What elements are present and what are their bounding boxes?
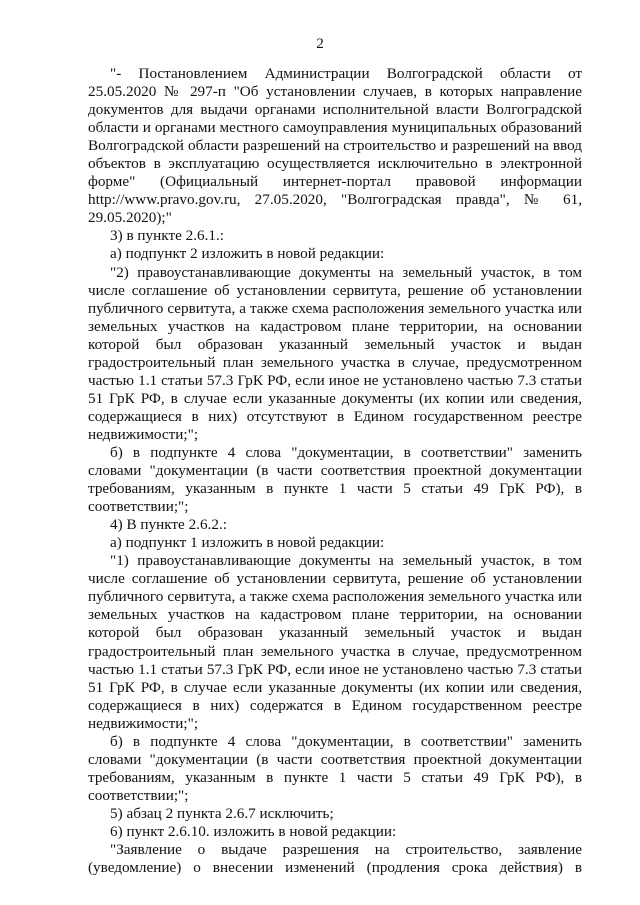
text-line: 5) абзац 2 пункта 2.6.7 исключить; — [110, 804, 334, 822]
text-line: "1) правоустанавливающие документы на земельный участок, в том — [110, 552, 582, 570]
text-line: б) в подпункте 4 слова "документации, в соответствии" заменить — [110, 732, 582, 750]
text-line: которой был образован указанный земельный участок и выдан — [88, 624, 582, 642]
text-line: земельных участков на кадастровом плане территории, на основании — [88, 606, 582, 624]
text-line: "2) правоустанавливающие документы на земельный участок, в том — [110, 263, 582, 281]
text-line: 6) пункт 2.6.10. изложить в новой редакции: — [110, 822, 397, 840]
text-line: "- Постановлением Администрации Волгоградской области от — [110, 65, 582, 82]
text-line: форме" (Официальный интернет-портал правовой информации — [88, 173, 582, 191]
text-line: документов для выдачи органами исполнительной власти Волгоградской — [88, 101, 582, 119]
text-line: "Заявление о выдаче разрешения на строительство, заявление — [110, 841, 582, 859]
text-line: которой был образован указанный земельный участок и выдан — [88, 335, 582, 353]
text-line: б) в подпункте 4 слова "документации, в соответствии" заменить — [110, 443, 582, 461]
text-line: Волгоградской области разрешений на строительство и разрешений на ввод — [88, 137, 582, 155]
text-line: объектов в эксплуатацию осуществляется исключительно в электронной — [88, 155, 582, 173]
text-line: числе соглашение об установлении сервитута, решение об установлении — [88, 570, 582, 588]
text-line: требованиям, указанным в пункте 1 части 5 статьи 49 ГрК РФ), в — [88, 480, 582, 498]
document-body — [88, 65, 582, 877]
text-line: содержащиеся в них) отсутствуют в Едином государственном реестре — [88, 407, 582, 425]
text-line: 4) В пункте 2.6.2.: — [110, 516, 227, 534]
text-line: числе соглашение об установлении сервитута, решение об установлении — [88, 281, 582, 299]
text-line: градостроительный план земельного участка в случае, предусмотренном — [88, 642, 582, 660]
text-line: публичного сервитута, а также схема расположения земельного участка или — [88, 588, 582, 606]
text-line: 51 ГрК РФ, в случае если указанные документы (их копии или сведения, — [88, 389, 582, 407]
text-line: 51 ГрК РФ, в случае если указанные документы (их копии или сведения, — [88, 678, 582, 696]
text-line: земельных участков на кадастровом плане территории, на основании — [88, 317, 582, 335]
text-line: словами "документации (в части соответствия проектной документации — [88, 750, 582, 768]
text-line: требованиям, указанным в пункте 1 части 5 статьи 49 ГрК РФ), в — [88, 768, 582, 786]
page-number: 2 — [316, 35, 324, 52]
text-line: 29.05.2020);" — [88, 209, 172, 227]
text-line: недвижимости;"; — [88, 425, 199, 443]
text-line: http://www.pravo.gov.ru, 27.05.2020, "Волгоградская правда", № 61, — [88, 191, 582, 209]
text-line: соответствии;"; — [88, 498, 189, 516]
text-line: словами "документации (в части соответствия проектной документации — [88, 462, 582, 480]
text-line: градостроительный план земельного участка в случае, предусмотренном — [88, 353, 582, 371]
text-line: соответствии;"; — [88, 786, 189, 804]
text-line: недвижимости;"; — [88, 714, 199, 732]
text-line: содержащиеся в них) содержатся в Едином государственном реестре — [88, 696, 582, 714]
text-line: а) подпункт 2 изложить в новой редакции: — [110, 245, 385, 263]
text-line: 25.05.2020 № 297-п "Об установлении случаев, в которых направление — [88, 83, 582, 101]
text-line: частью 1.1 статьи 57.3 ГрК РФ, если иное не установлено частью 7.3 статьи — [88, 371, 582, 389]
text-line: области и органами местного самоуправления муниципальных образований — [88, 119, 582, 137]
text-line: частью 1.1 статьи 57.3 ГрК РФ, если иное не установлено частью 7.3 статьи — [88, 660, 582, 678]
text-line: публичного сервитута, а также схема расположения земельного участка или — [88, 299, 582, 317]
text-line: (уведомление) о внесении изменений (продления срока действия) в — [88, 859, 582, 877]
text-line: а) подпункт 1 изложить в новой редакции: — [110, 534, 385, 552]
text-line: 3) в пункте 2.6.1.: — [110, 227, 225, 245]
